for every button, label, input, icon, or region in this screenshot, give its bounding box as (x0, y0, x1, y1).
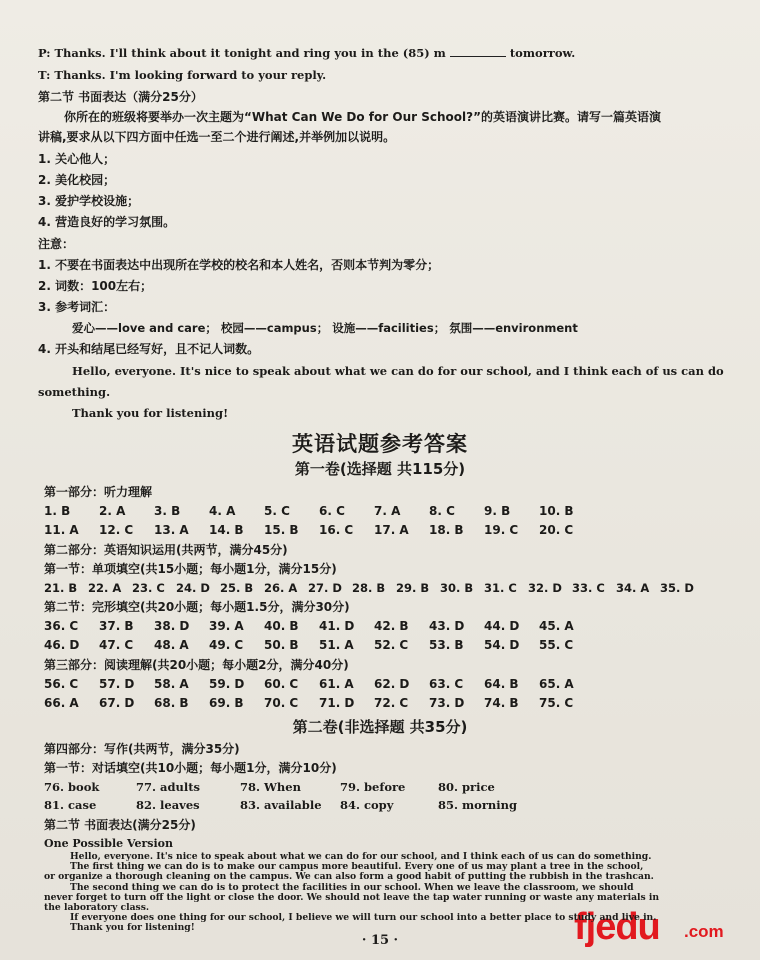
part3-heading: 第三部分：阅读理解(共20小题；每小题2分，满分40分) (44, 658, 349, 672)
answer-cell: 28. B (352, 581, 386, 595)
answer-cell: 1. B (44, 504, 71, 518)
answer-cell: 38. D (154, 619, 190, 633)
task-item: 3. 爱护学校设施； (38, 194, 140, 208)
answer-cell: 22. A (88, 581, 122, 595)
answer-cell: 2. A (99, 504, 126, 518)
answer-cell: 40. B (264, 619, 299, 633)
task-item: 4. 营造良好的学习氛围。 (38, 215, 176, 229)
answer-cell: 33. C (572, 581, 605, 595)
essay-line: never forget to turn off the light or close the door. We should not leave the tap water running or waste any materials in (44, 891, 660, 903)
answer-cell: 19. C (484, 523, 519, 537)
answer-cell: 61. A (319, 677, 354, 691)
answer-cell: 64. B (484, 677, 519, 691)
note-item: 1. 不要在书面表达中出现所在学校的校名和本人姓名，否则本节判为零分； (38, 258, 440, 272)
answer-cell: 12. C (99, 523, 134, 537)
opening-line-1: Hello, everyone. It's nice to speak about what we can do for our school, and I think each of us can do (72, 364, 724, 378)
answer-cell: 71. D (319, 696, 355, 710)
answer-cell: 82. leaves (136, 798, 200, 812)
answer-cell: 49. C (209, 638, 244, 652)
essay-line: Hello, everyone. It's nice to speak about what we can do for our school, and I think each of us can do something. (70, 851, 652, 862)
answer-cell: 16. C (319, 523, 354, 537)
answer-cell: 85. morning (438, 798, 518, 812)
answer-cell: 84. copy (340, 798, 394, 812)
answer-cell: 76. book (44, 780, 100, 794)
essay-line: The first thing we can do is to make our campus more beautiful. Every one of us may plant a tree in the school, (70, 861, 644, 873)
answer-cell: 26. A (264, 581, 298, 595)
vocab-list: 爱心——love and care； 校园——campus； 设施——facilities； 氛围——environment (72, 321, 578, 335)
answer-cell: 13. A (154, 523, 189, 537)
answer-cell: 8. C (429, 504, 455, 518)
answer-cell: 72. C (374, 696, 409, 710)
answer-cell: 60. C (264, 677, 299, 691)
answer-cell: 15. B (264, 523, 299, 537)
essay-line: or organize a thorough cleaning on the campus. We can also form a good habit of putting the rubbish in the trashcan. (44, 871, 654, 883)
answer-cell: 52. C (374, 638, 409, 652)
opening-line-2: something. (38, 385, 111, 399)
answer-cell: 41. D (319, 619, 355, 633)
answer-cell: 73. D (429, 696, 465, 710)
answer-cell: 46. D (44, 638, 80, 652)
answer-cell: 59. D (209, 677, 245, 691)
volume-2-title: 第二卷(非选择题 共35分) (292, 718, 468, 736)
answer-cell: 42. B (374, 619, 409, 633)
answer-cell: 5. C (264, 504, 290, 518)
answer-cell: 66. A (44, 696, 79, 710)
part4-section1-heading: 第一节：对话填空(共10小题；每小题1分，满分10分) (44, 761, 337, 775)
logo-text: fjedu (574, 906, 660, 948)
answer-cell: 36. C (44, 619, 79, 633)
section2-heading: 第二节 书面表达（满分25分） (38, 90, 203, 104)
answer-cell: 79. before (340, 780, 406, 794)
page-number: · 15 · (361, 933, 399, 948)
answer-cell: 7. A (374, 504, 401, 518)
answer-cell: 21. B (44, 581, 78, 595)
answer-cell: 70. C (264, 696, 299, 710)
answer-cell: 78. When (240, 780, 301, 794)
answer-cell: 47. C (99, 638, 134, 652)
answer-cell: 50. B (264, 638, 299, 652)
version-label: One Possible Version (44, 837, 174, 850)
answer-cell: 56. C (44, 677, 79, 691)
answer-cell: 10. B (539, 504, 574, 518)
answer-cell: 11. A (44, 523, 79, 537)
answer-cell: 48. A (154, 638, 189, 652)
dialogue-line-t: T: Thanks. I'm looking forward to your reply. (38, 68, 327, 82)
task-intro-2: 讲稿,要求从以下四方面中任选一至二个进行阐述,并举例加以说明。 (38, 130, 396, 144)
answer-cell: 74. B (484, 696, 519, 710)
answer-cell: 27. D (308, 581, 342, 595)
answer-cell: 80. price (438, 780, 495, 794)
answer-cell: 34. A (616, 581, 650, 595)
answer-cell: 24. D (176, 581, 210, 595)
site-logo (566, 900, 746, 952)
answer-cell: 35. D (660, 581, 694, 595)
answer-cell: 68. B (154, 696, 189, 710)
answer-cell: 37. B (99, 619, 134, 633)
answer-cell: 54. D (484, 638, 520, 652)
answer-cell: 58. A (154, 677, 189, 691)
part4-section2-heading: 第二节 书面表达(满分25分) (44, 818, 196, 832)
essay-line: the laboratory class. (44, 902, 150, 913)
dialogue-p-end: tomorrow. (509, 46, 576, 60)
answer-cell: 32. D (528, 581, 562, 595)
essay-line: If everyone does one thing for our school, I believe we will turn our school into a better place to study and live in. (70, 912, 657, 924)
essay-line: Thank you for listening! (70, 922, 195, 934)
answer-cell: 31. C (484, 581, 517, 595)
task-item: 2. 美化校园； (38, 173, 116, 187)
answer-cell: 62. D (374, 677, 410, 691)
answer-cell: 67. D (99, 696, 135, 710)
answer-cell: 43. D (429, 619, 465, 633)
answer-cell: 29. B (396, 581, 430, 595)
answer-cell: 44. D (484, 619, 520, 633)
answer-cell: 39. A (209, 619, 244, 633)
part1-heading: 第一部分：听力理解 (44, 485, 153, 499)
note-item: 2. 词数：100左右； (38, 279, 153, 293)
answer-cell: 30. B (440, 581, 474, 595)
answer-cell: 20. C (539, 523, 574, 537)
task-intro-1: 你所在的班级将要举办一次主题为“What Can We Do for Our School?”的英语演讲比赛。请写一篇英语演 (64, 110, 661, 124)
note-item: 4. 开头和结尾已经写好，且不记人词数。 (38, 342, 260, 356)
part2-section2-heading: 第二节：完形填空(共20小题；每小题1.5分，满分30分) (44, 600, 350, 614)
answer-cell: 81. case (44, 798, 97, 812)
answer-cell: 77. adults (136, 780, 201, 794)
answer-cell: 25. B (220, 581, 254, 595)
closing-line: Thank you for listening! (72, 406, 229, 420)
part4-heading: 第四部分：写作(共两节，满分35分) (44, 742, 240, 756)
essay-line: The second thing we can do is to protect the facilities in our school. When we leave the classroom, we should (70, 881, 634, 893)
part2-heading: 第二部分：英语知识运用(共两节，满分45分) (44, 543, 288, 557)
answers-title: 英语试题参考答案 (292, 432, 468, 456)
dialogue-p-text: P: Thanks. I'll think about it tonight and ring you in the (85) m (38, 46, 446, 60)
answer-cell: 75. C (539, 696, 574, 710)
answer-cell: 45. A (539, 619, 574, 633)
answer-cell: 55. C (539, 638, 574, 652)
answer-cell: 69. B (209, 696, 244, 710)
answer-cell: 18. B (429, 523, 464, 537)
answer-cell: 3. B (154, 504, 181, 518)
part2-section1-heading: 第一节：单项填空(共15小题；每小题1分，满分15分) (44, 562, 337, 576)
answer-cell: 83. available (240, 798, 322, 812)
answer-cell: 9. B (484, 504, 511, 518)
answer-cell: 63. C (429, 677, 464, 691)
answer-cell: 17. A (374, 523, 409, 537)
answer-cell: 14. B (209, 523, 244, 537)
notes-heading: 注意： (38, 237, 75, 251)
note-item: 3. 参考词汇： (38, 300, 116, 314)
answer-cell: 53. B (429, 638, 464, 652)
answer-cell: 4. A (209, 504, 236, 518)
volume-1-title: 第一卷(选择题 共115分) (294, 460, 466, 478)
answer-cell: 65. A (539, 677, 574, 691)
dialogue-line-p (38, 45, 575, 61)
answer-cell: 23. C (132, 581, 165, 595)
answer-cell: 51. A (319, 638, 354, 652)
answer-cell: 57. D (99, 677, 135, 691)
task-item: 1. 关心他人； (38, 152, 116, 166)
answer-cell: 6. C (319, 504, 345, 518)
answer-blank-85 (450, 46, 506, 57)
logo-suffix: .com (684, 922, 724, 941)
